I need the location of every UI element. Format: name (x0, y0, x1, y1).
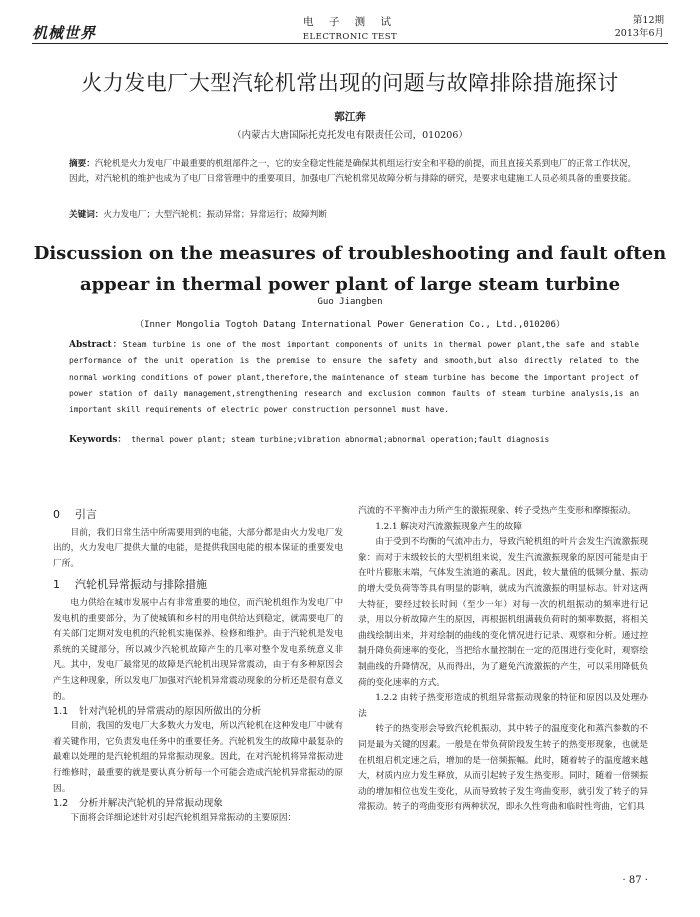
subsubsection-heading-1-2-1: 1.2.1 解决对汽流激振现象产生的故障 (375, 521, 522, 532)
section-number: 1 (53, 578, 60, 592)
section-title: 分析并解决汽轮机的异常振动现象 (79, 798, 223, 810)
issue-number: 第12期 (632, 15, 664, 26)
abstract-cn (69, 157, 639, 186)
abstract-cn-label: 摘要： (69, 159, 95, 169)
keywords-en (69, 432, 639, 448)
keywords-en-text: thermal power plant; steam turbine;vibration abnormal;abnormal operation;fault diagnosis (131, 435, 550, 444)
body-left-column (53, 504, 343, 827)
author-cn: 郭江奔 (334, 111, 366, 123)
paper-title-cn: 火力发电厂大型汽轮机常出现的问题与故障排除措施探讨 (81, 71, 619, 95)
subsubsection-heading-1-2-2: 1.2.2 由转子热变形造成的机组异常振动现象的特征和原因以及处理办法 (358, 693, 648, 719)
paragraph: 下面将会详细论述针对引起汽轮机组异常振动的主要原因： (70, 813, 297, 824)
journal-name: 机械世界 (32, 24, 97, 42)
body-right-column (358, 504, 648, 816)
issue-date: 2013年6月 (614, 28, 664, 39)
keywords-cn (69, 208, 639, 223)
section-title: 引言 (75, 508, 97, 521)
abstract-en-label: Abstract： (69, 340, 123, 350)
header-rule (32, 43, 668, 44)
affiliation-cn: （内蒙古大唐国际托克托发电有限责任公司，010206） (232, 130, 468, 141)
keywords-en-label: Keywords： (69, 435, 127, 445)
page-number: · 87 · (622, 875, 648, 886)
section-heading-intro (53, 507, 343, 523)
paragraph: 由于受到不均衡的气流冲击力，导致汽轮机组的叶片会发生汽流激振现象：而对于末级较长的大型机组来说，发生汽流激振现象的原因可能是由于在叶片膨胀末端，气体发生流道的紊乱。因此，较大量值的低频分量、振动的增大受负荷等等具有明显的影响，就成为汽流激振的明显标志。针对这两大特征，要经过较长时间（至少一年）对每一次的机组振动的频率进行记录，用以分析故障产生的原因，再根据机组满载负荷时的频率数据，将相关曲线绘制出来，并对绘制的曲线的变化情况进行记录、观察和分析。通过控制升降负荷速率的变化，当把给水量控制在一定的范围进行变化时，观察绘制曲线的升降情况，从而得出，为了避免汽流激振的产生，可以采用降低负荷的变化速率的方式。 (358, 537, 648, 688)
author-en: Guo Jiangben (317, 297, 383, 307)
paper-title-en-line1: Discussion on the measures of troubleshooting and fault often (33, 243, 667, 264)
section-cn: 电 子 测 试 (302, 16, 397, 28)
section-title: 针对汽轮机的异常震动的原因所做出的分析 (79, 706, 262, 718)
subsection-heading-1-1 (53, 705, 343, 719)
paragraph: 目前，我国的发电厂大多数火力发电，所以汽轮机在这种发电厂中就有着关键作用，它负责发电任务中的重要任务。汽轮机发生的故障中最复杂的最难以处理的是汽轮机组的异常振动现象。因此，在对汽轮机将异常振动进行维修时，最重要的就是要认真分析每一个可能会造成汽轮机异常振动的原因。 (53, 721, 343, 794)
paper-title-en (0, 238, 700, 300)
section-en: ELECTRONIC TEST (302, 32, 398, 42)
abstract-en (69, 337, 639, 418)
paragraph: 目前，我们日常生活中所需要用到的电能，大部分都是由火力发电厂发出的，火力发电厂提供大量的电能，是提供我国电能的根本保证的重要发电厂所。 (53, 527, 343, 569)
section-number: 1.1 (53, 706, 69, 718)
abstract-en-text: Steam turbine is one of the most important components of units in thermal power plant,the safe and stable performance of the unit operation is the premise to ensure the safety and smooth,but also directly related to the normal working conditions of power plant,therefore,the maintenance of steam turbine has become the important project of power station of daily management,strengthening research and exclusion common faults of steam turbine analysis,is an important skill requirements of electric power construction personnel must have. (69, 340, 639, 415)
paragraph: 电力供给在城市发展中占有非常重要的地位，而汽轮机组作为发电厂中发电机的重要部分，为了使城镇和乡村的用电供给达到稳定，就需要电厂的有关部门定期对发电机的汽轮机实施保养、检修和维护。由于汽轮机是发电系统的关键部分，所以减少汽轮机故障产生的几率对整个发电系统意义非凡。其中，发电厂最常见的故障是汽轮机出现异常震动，由于有多种原因会产生这种现象，所以发电厂加强对汽轮机异常震动现象的分析还是很有意义的。 (53, 597, 343, 702)
paper-title-en-line2: appear in thermal power plant of large steam turbine (79, 274, 621, 295)
running-header-section (250, 14, 450, 42)
section-number: 1.2 (53, 798, 69, 810)
subsection-heading-1-2 (53, 797, 343, 811)
keywords-cn-text: 火力发电厂；大型汽轮机；振动异常；异常运行；故障判断 (103, 210, 327, 220)
section-heading-1 (53, 577, 343, 593)
keywords-cn-label: 关键词： (69, 210, 104, 220)
section-number: 0 (53, 508, 60, 521)
paragraph: 汽流的不平衡冲击力所产生的激振现象、转子受热产生变形和摩擦振动。 (358, 506, 636, 516)
section-title: 汽轮机异常振动与排除措施 (75, 578, 207, 592)
issue-info (615, 14, 664, 40)
abstract-cn-text: 汽轮机是火力发电厂中最重要的机组部件之一，它的安全稳定性能是确保其机组运行安全和平稳的前提，而且直接关系到电厂的正常工作状况，因此，对汽轮机的维护也成为了电厂日常管理中的重要项目，加强电厂汽轮机常见故障分析与排除的研究，是要求电建施工人员必须具备的重要技能。 (69, 159, 637, 184)
affiliation-en: （Inner Mongolia Togtoh Datang International Power Generation Co., Ltd.,010206） (135, 320, 565, 330)
paragraph: 转子的热变形会导致汽轮机振动，其中转子的温度变化和蒸汽参数的不同是最为关键的因素。一般是在带负荷阶段发生转子的热变形现象，也就是在机组启机定速之后，增加的是一倍频振幅。此时，随着转子的温度越来越大，材质内应力发生释放，从而引起转子发生热变形。同时，随着一倍频振动的增加相位也发生变化，从而导致转子发生弯曲变形，就引发了转子的异常振动。转子的弯曲变形有两种状况，即永久性弯曲和临时性弯曲，它们具 (358, 724, 648, 813)
